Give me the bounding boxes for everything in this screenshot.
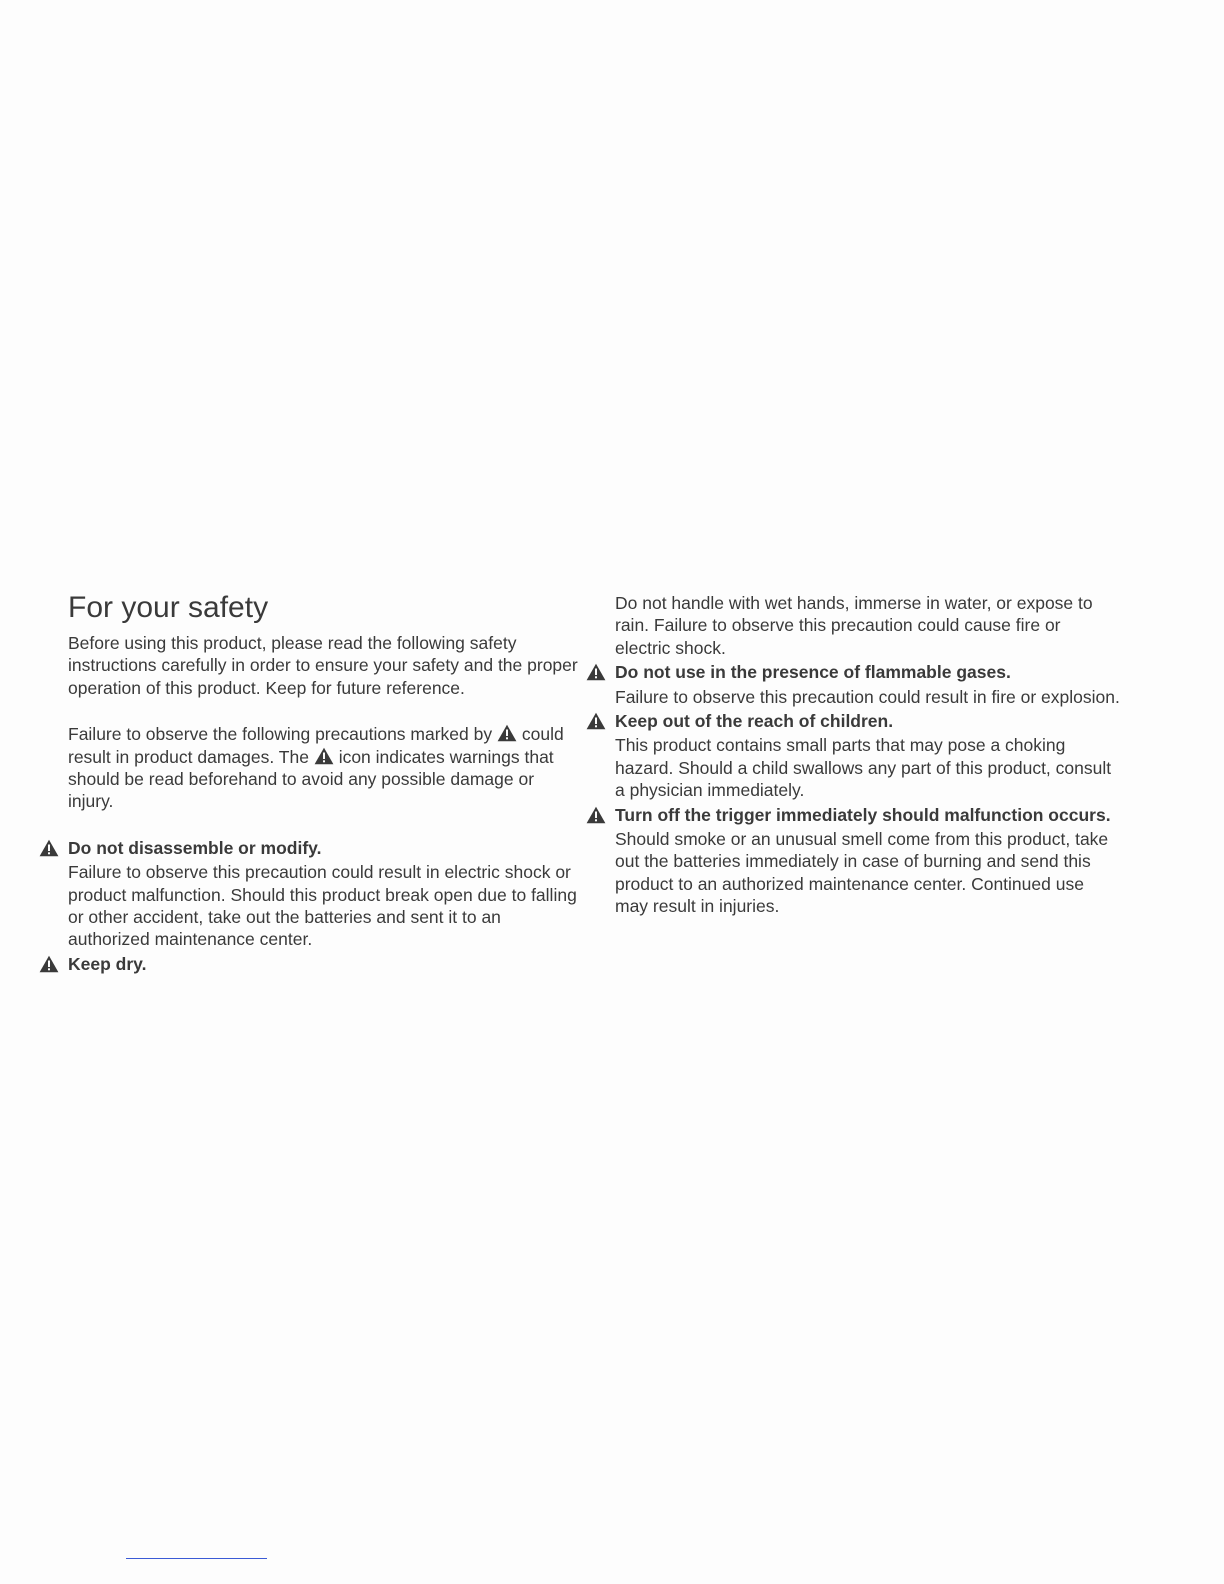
warning-body: Should smoke or an unusual smell come from this product, take out the batteries immediately in case of burning and send this product to an authorized maintenance center. Continued use may result in injuries.: [615, 829, 1109, 917]
warning-heading: Do not disassemble or modify.: [68, 837, 322, 858]
intro-paragraph: Before using this product, please read the following safety instructions carefully in order to ensure your safety and the proper operation of this product. Keep for future reference.: [68, 633, 578, 698]
warning-heading: Do not use in the presence of flammable gases.: [615, 662, 1011, 683]
precautions-text-1: Failure to observe the following precautions marked by: [68, 724, 493, 745]
warning-triangle-icon: [39, 839, 59, 857]
warning-triangle-icon: [39, 955, 59, 973]
right-column: [615, 592, 1120, 920]
warning-triangle-icon: [586, 712, 606, 730]
warning-heading: Keep dry.: [68, 953, 147, 974]
page-title: For your safety: [68, 591, 269, 624]
left-column: [68, 590, 578, 977]
warning-body: Failure to observe this precaution could result in electric shock or product malfunction. Should this product break open due to falling or other accident, take out the batteries and sent it to an authorized maintenance center.: [68, 862, 577, 950]
precautions-text-3: icon indicates warnings that should be read beforehand to avoid any possible damage or injury.: [68, 746, 554, 812]
precautions-text-2: could result in product damages. The: [68, 724, 564, 767]
warning-body: This product contains small parts that may pose a choking hazard. Should a child swallows any part of this product, consult a physician immediately.: [615, 735, 1112, 801]
warning-triangle-icon: [586, 806, 606, 824]
warning-triangle-icon: [497, 724, 517, 742]
keep-dry-continuation: Do not handle with wet hands, immerse in water, or expose to rain. Failure to observe this precaution could cause fire or electric shock.: [615, 593, 1093, 658]
warning-item-flammable: [615, 661, 1120, 708]
warning-body: Failure to observe this precaution could result in fire or explosion.: [615, 686, 1120, 707]
footer-divider: [126, 1558, 267, 1559]
warning-item-keep-dry: [68, 953, 578, 975]
precautions-paragraph: [68, 723, 578, 813]
warning-item-disassemble: [68, 837, 578, 951]
warning-heading: Keep out of the reach of children.: [615, 711, 894, 732]
warning-triangle-icon: [314, 747, 334, 765]
warning-triangle-icon: [586, 663, 606, 681]
warning-item-malfunction: [615, 804, 1120, 918]
warning-item-children: [615, 710, 1120, 802]
warning-heading: Turn off the trigger immediately should malfunction occurs.: [615, 804, 1111, 825]
